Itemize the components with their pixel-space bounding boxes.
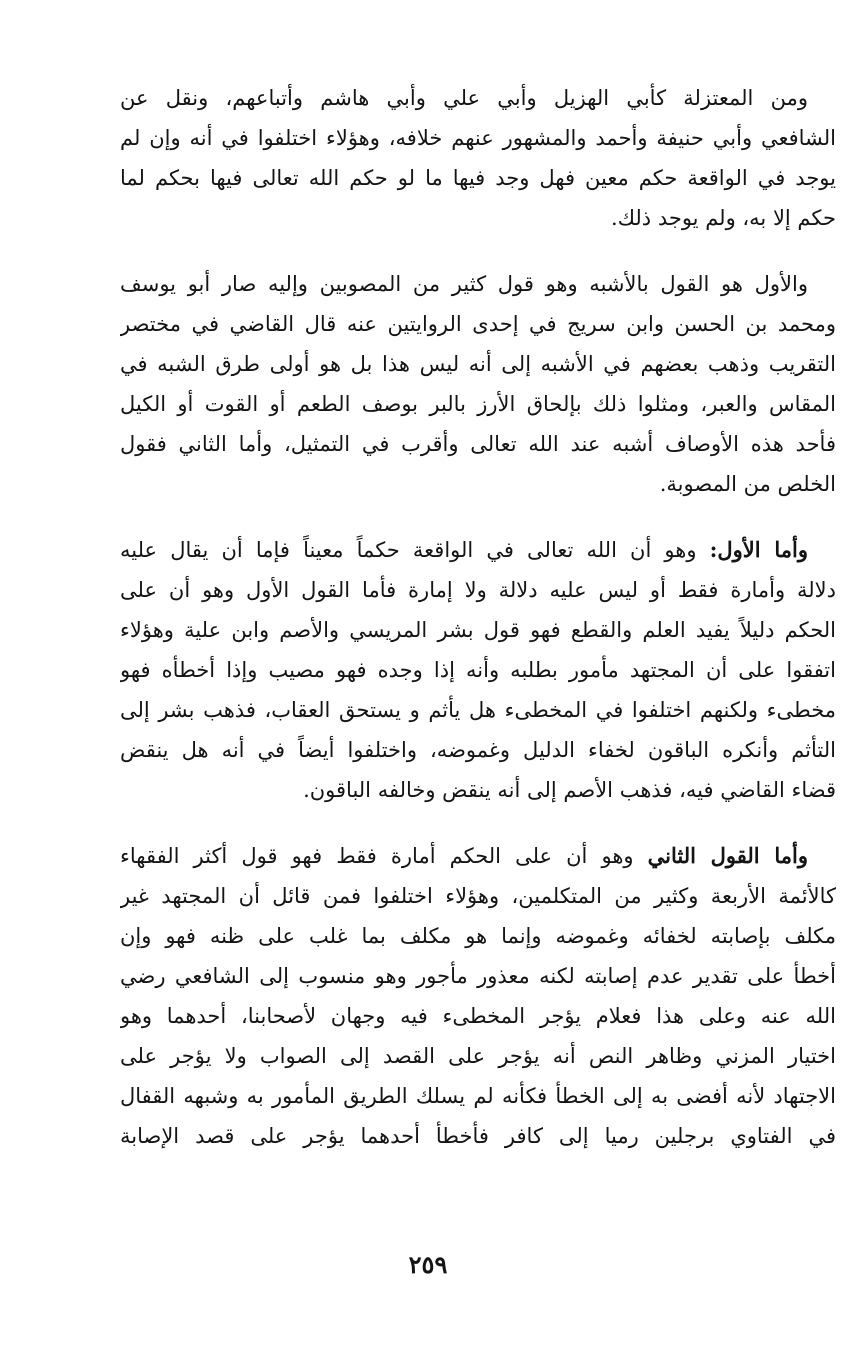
text-line-rest: وهو أن على الحكم أمارة فقط فهو قول أكثر الفقهاء [120, 844, 634, 868]
text-line [120, 836, 836, 876]
text-line: مخطىء ولكنهم اختلفوا في المخطىء هل يأثم و يستحق العقاب، فذهب بشر إلى [120, 698, 836, 722]
text-line [120, 530, 836, 570]
paragraph-2 [120, 264, 836, 504]
paragraph-1 [120, 78, 836, 238]
text-line: الشافعي وأبي حنيفة وأحمد والمشهور عنهم خلافه، وهؤلاء اختلفوا في أنه وإن لم [120, 126, 836, 150]
text-line: الحكم دليلاً يفيد العلم والقطع فهو قول بشر المريسي والأصم وابن علية وهؤلاء [120, 618, 836, 642]
text-line: الله عنه وعلى هذا فعلام يؤجر المخطىء فيه وجهان لأصحابنا، أحدهما وهو [120, 1004, 836, 1028]
text-line: التأثم وأنكره الباقون لخفاء الدليل وغموضه، واختلفوا أيضاً في أنه هل ينقض [120, 738, 836, 762]
text-line: اختيار المزني وظاهر النص أنه يؤجر على القصد إلى الصواب ولا يؤجر على [120, 1044, 836, 1068]
page-number: ٢٥٩ [408, 1250, 448, 1279]
page-body [120, 78, 836, 1182]
text-line: اتفقوا على أن المجتهد مأمور بطلبه وأنه إذا وجده فهو مصيب وإذا أخطأه فهو [120, 658, 836, 682]
text-line: فأحد هذه الأوصاف أشبه عند الله تعالى وأقرب في التمثيل، وأما الثاني فقول [120, 432, 836, 456]
paragraph-3 [120, 530, 836, 810]
text-line: حكم إلا به، ولم يوجد ذلك. [611, 206, 836, 230]
text-line: التقريب وذهب بعضهم في الأشبه إلى أنه ليس هذا بل هو أولى طرق الشبه في [120, 352, 836, 376]
text-line: الخلص من المصوبة. [659, 472, 836, 496]
paragraph-lead: وأما القول الثاني [647, 843, 808, 868]
text-line: دلالة وأمارة فقط أو ليس عليه دلالة ولا إمارة فأما القول الأول وهو أن على [120, 578, 836, 602]
text-line: أخطأ على تقدير عدم إصابته لكنه معذور مأجور وهو منسوب إلى الشافعي رضي [120, 964, 836, 988]
text-line: كالأئمة الأربعة وكثير من المتكلمين، وهؤلاء اختلفوا فمن قائل أن المجتهد غير [120, 884, 836, 908]
text-line: في الفتاوي برجلين رميا إلى كافر فأخطأ أحدهما يؤجر على قصد الإصابة [120, 1124, 836, 1148]
text-line: والأول هو القول بالأشبه وهو قول كثير من المصوبين وإليه صار أبو يوسف [120, 272, 808, 296]
text-line-rest: وهو أن الله تعالى في الواقعة حكماً معيناً فإما أن يقال عليه [120, 538, 697, 562]
paragraph-lead: وأما الأول: [709, 537, 808, 562]
text-line: ومن المعتزلة كأبي الهزيل وأبي علي وأبي هاشم وأتباعهم، ونقل عن [120, 86, 808, 110]
text-line: الاجتهاد لأنه أفضى به إلى الخطأ فكأنه لم يسلك الطريق المأمور به وشبهه القفال [120, 1084, 836, 1108]
paragraph-4 [120, 836, 836, 1156]
text-line: يوجد في الواقعة حكم معين فهل وجد فيها ما لو حكم الله تعالى فيها بحكم لما [120, 166, 836, 190]
text-line: قضاء القاضي فيه، فذهب الأصم إلى أنه ينقض وخالفه الباقون. [303, 778, 836, 802]
text-line: ومحمد بن الحسن وابن سريج في إحدى الروايتين عنه قال القاضي في مختصر [120, 312, 836, 336]
text-line: المقاس والعبر، ومثلوا ذلك بإلحاق الأرز بالبر بوصف الطعم أو القوت أو الكيل [120, 392, 836, 416]
text-line: مكلف بإصابته لخفائه وغموضه وإنما هو مكلف بما غلب على ظنه فهو وإن [120, 924, 836, 948]
